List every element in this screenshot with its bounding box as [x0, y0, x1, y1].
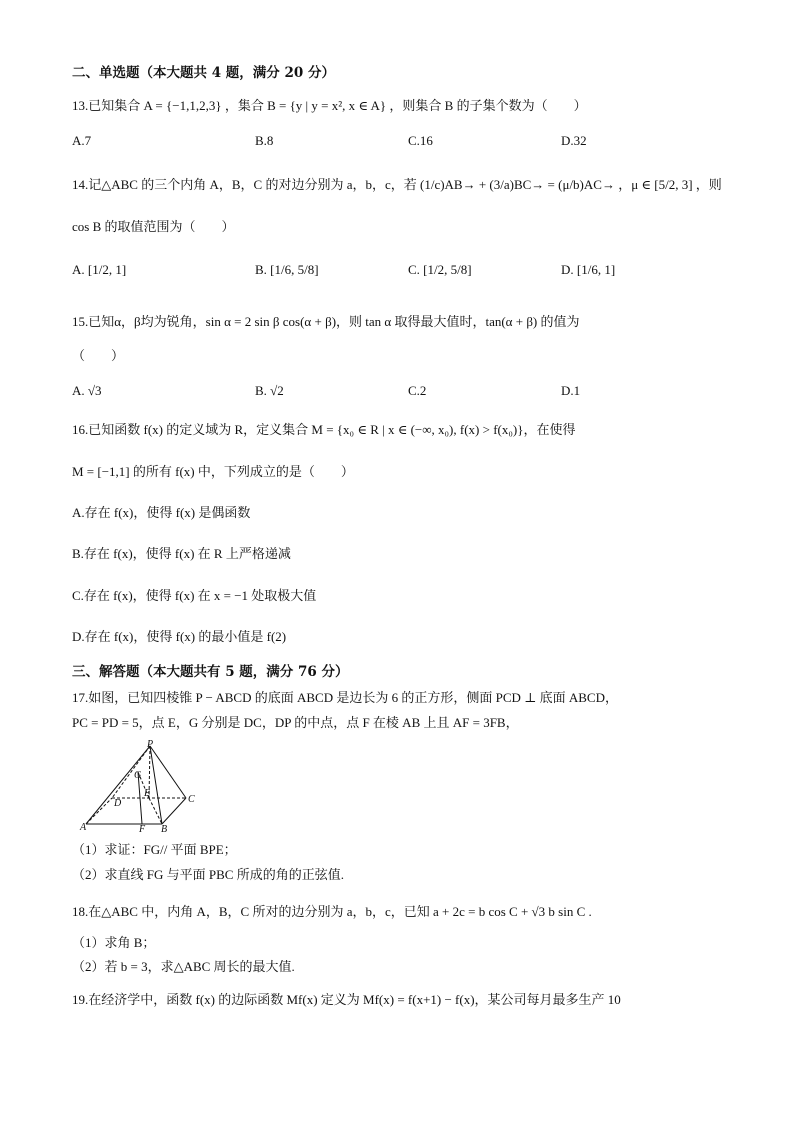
question-14-stem-line2: cos B 的取值范围为（ ）: [72, 219, 235, 234]
q13-option-a: A.7: [72, 133, 92, 148]
q14-option-b: B. [1/6, 5/8]: [255, 262, 319, 277]
section-title-answers: 三、解答题（本大题共有 5 题，满分 76 分）: [72, 664, 349, 680]
figure-label-d: D: [114, 798, 122, 809]
question-17-stem-line2: PC = PD = 5，点 E，G 分别是 DC，DP 的中点，点 F 在棱 AB 上且 AF = 3FB，: [72, 715, 519, 730]
question-15-stem-line1: 15.已知α，β均为锐角，sin α = 2 sin β cos(α + β)，则 tan α 取得最大值时，tan(α + β) 的值为: [72, 314, 580, 329]
figure-label-e: E: [144, 788, 151, 799]
pyramid-figure: [78, 738, 208, 838]
q13-option-c: C.16: [408, 133, 433, 148]
question-19-stem: 19.在经济学中，函数 f(x) 的边际函数 Mf(x) 定义为 Mf(x) = f(x+1) − f(x)，某公司每月最多生产 10: [72, 992, 621, 1007]
q13-option-d: D.32: [561, 133, 587, 148]
q13-option-b: B.8: [255, 133, 274, 148]
question-14-stem-line1: 14.记△ABC 的三个内角 A，B，C 的对边分别为 a，b，c，若 (1/c)AB→ + (3/a)BC→ = (μ/b)AC→ ，μ ∈ [5/2, 3] ，则: [72, 177, 722, 192]
figure-label-b: B: [161, 824, 168, 835]
question-18-part-1: （1）求角 B；: [72, 935, 156, 950]
q14-option-a: A. [1/2, 1]: [72, 262, 127, 277]
q16-option-a: A.存在 f(x)，使得 f(x) 是偶函数: [72, 505, 251, 520]
figure-label-g: G: [134, 770, 142, 781]
q15-option-c: C.2: [408, 383, 427, 398]
q16-option-c: C.存在 f(x)，使得 f(x) 在 x = −1 处取极大值: [72, 588, 317, 603]
q15-option-d: D.1: [561, 383, 581, 398]
q15-option-a: A. √3: [72, 383, 102, 398]
question-17-part-1: （1）求证：FG// 平面 BPE；: [72, 842, 237, 857]
question-18-stem: 18.在△ABC 中，内角 A，B，C 所对的边分别为 a，b，c，已知 a + 2c = b cos C + √3 b sin C .: [72, 904, 592, 919]
q16-option-b: B.存在 f(x)，使得 f(x) 在 R 上严格递减: [72, 546, 291, 561]
question-15-stem-line2: （ ）: [72, 348, 125, 363]
section-title-single-choice: 二、单选题（本大题共 4 题，满分 20 分）: [72, 65, 335, 81]
figure-label-c: C: [188, 794, 195, 805]
question-17-part-2: （2）求直线 FG 与平面 PBC 所成的角的正弦值.: [72, 867, 344, 882]
q14-option-d: D. [1/6, 1]: [561, 262, 616, 277]
question-13-stem: 13.已知集合 A = {−1,1,2,3} ，集合 B = {y | y = x², x ∈ A} ，则集合 B 的子集个数为（ ）: [72, 98, 587, 113]
q14-option-c: C. [1/2, 5/8]: [408, 262, 472, 277]
question-17-stem-line1: 17.如图，已知四棱锥 P − ABCD 的底面 ABCD 是边长为 6 的正方形，侧面 PCD ⊥ 底面 ABCD，: [72, 690, 618, 705]
q16-option-d: D.存在 f(x)，使得 f(x) 的最小值是 f(2): [72, 629, 287, 644]
q15-option-b: B. √2: [255, 383, 284, 398]
question-16-stem-line2: M = [−1,1] 的所有 f(x) 中，下列成立的是（ ）: [72, 464, 354, 479]
question-16-stem-line1: 16.已知函数 f(x) 的定义域为 R，定义集合 M = {x₀ ∈ R | x ∈ (−∞, x₀), f(x) > f(x₀)}，在使得: [72, 422, 576, 437]
figure-label-f: F: [139, 824, 146, 835]
figure-label-a: A: [80, 822, 87, 833]
question-18-part-2: （2）若 b = 3，求△ABC 周长的最大值.: [72, 959, 295, 974]
figure-label-p: P: [147, 739, 154, 750]
